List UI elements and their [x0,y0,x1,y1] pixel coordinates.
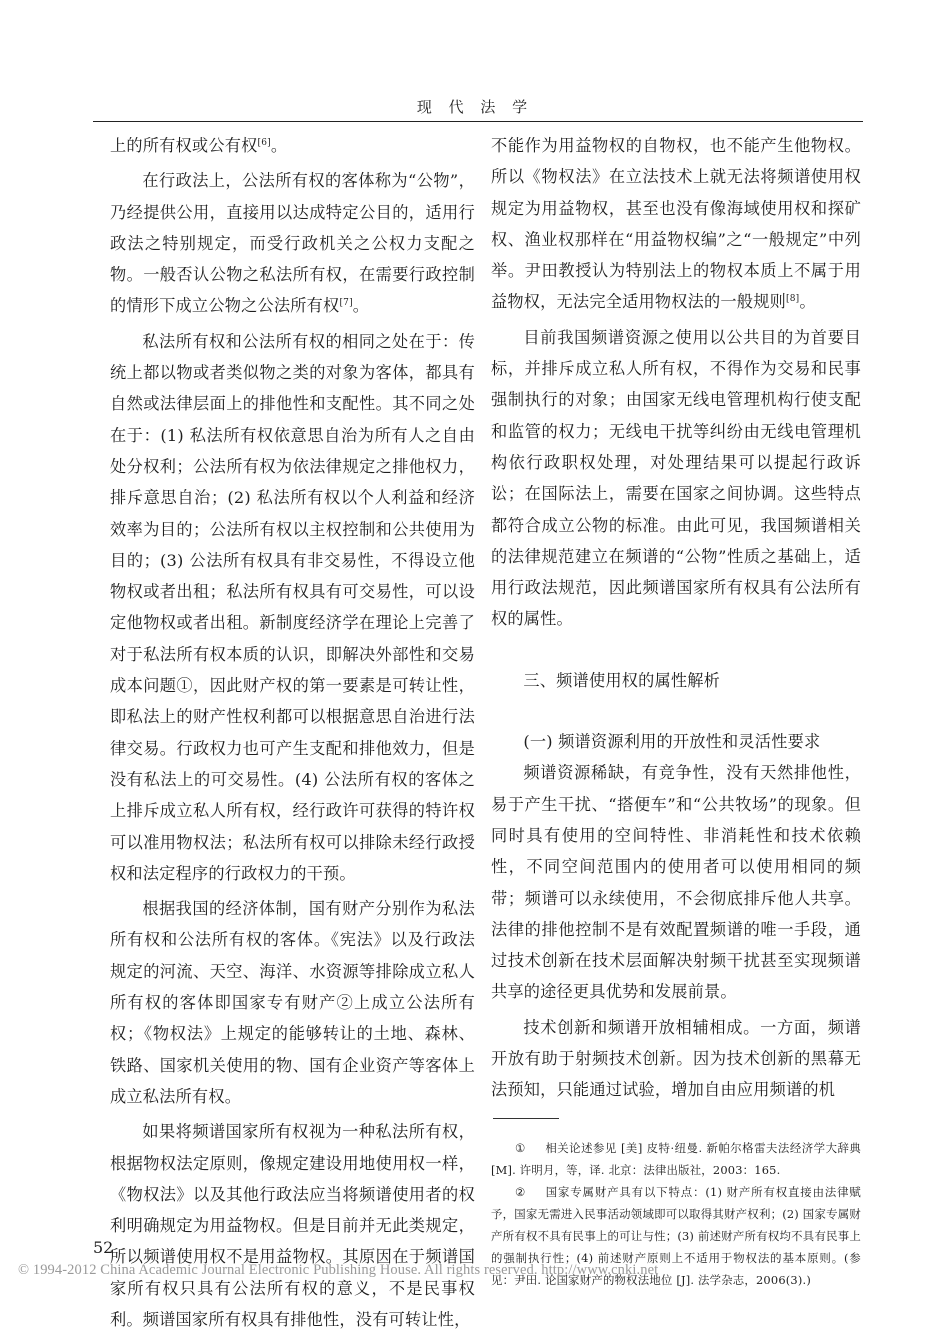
header-rule [93,121,863,122]
paragraph: 如果将频谱国家所有权视为一种私法所有权，根据物权法定原则，像规定建设用地使用权一样，《物权法》以及其他行政法应当将频谱使用者的权利明确规定为用益物权。但是目前并无此类规定，所以频谱使用权不是用益物权。其原因在于频谱国家所有权只具有公法所有权的意义，不是民事权利。频谱国家所有权具有排他性，没有可转让性， [110,1122,475,1329]
section-heading: 三、频谱使用权的属性解析 [523,670,721,690]
footnote-rule [493,1118,559,1119]
footnote-number: ② [515,1184,526,1199]
journal-title: 现 代 法 学 [416,98,534,116]
spacer [491,635,861,665]
paragraph: 技术创新和频谱开放相辅相成。一方面，频谱开放有助于射频技术创新。因为技术创新的黑幕无法预知，只能通过试验，增加自由应用频谱的机 [491,1017,861,1100]
footnote: ② 国家专属财产具有以下特点：(1) 财产所有权直接由法律赋予，国家无需进入民事活动领域即可以取得其财产权利；(2) 国家专属财产所有权不具有民事上的可让与性；(3) 前述财产所有权均不具有民事上的强制执行性；(4) 前述财产原则上不适用于物权法的基本原则。(参见：尹田. 论国家财产的物权法地位 [J]. 法学杂志，2006(3).) [491,1181,861,1291]
paragraph: 根据我国的经济体制，国有财产分别作为私法所有权和公法所有权的客体。《宪法》以及行政法规定的河流、天空、海洋、水资源等排除成立私人所有权的客体即国家专有财产②上成立公法所有权；《物权法》上规定的能够转让的土地、森林、铁路、国家机关使用的物、国有企业资产等客体上成立私法所有权。 [110,899,475,1106]
spacer [491,696,861,726]
footnote: ① 相关论述参见 [美] 皮特·纽曼. 新帕尔格雷夫法经济学大辞典 [M]. 许明月，等，译. 北京：法律出版社，2003：165. [491,1137,861,1181]
paragraph: 私法所有权和公法所有权的相同之处在于：传统上都以物或者类似物之类的对象为客体，都具有自然或法律层面上的排他性和支配性。其不同之处在于：(1) 私法所有权依意思自治为所有人之自由处分权利；公法所有权为依法律规定之排他权力，排斥意思自治；(2) 私法所有权以个人利益和经济效率为目的；公法所有权以主权控制和公共使用为目的；(3) 公法所有权具有非交易性，不得设立他物权或者出租；私法所有权具有可交易性，可以设定他物权或者出租。新制度经济学在理论上完善了对于私法所有权本质的认识，即解决外部性和交易成本问题①，因此财产权的第一要素是可转让性，即私法上的财产性权利都可以根据意思自治进行法律交易。行政权力也可产生支配和排他效力，但是没有私法上的可交易性。(4) 公法所有权的客体之上排斥成立私人所有权，经行政许可获得的特许权可以准用物权法；私法所有权可以排除未经行政授权和法定程序的行政权力的干预。 [110,331,475,883]
page-number: 52 [93,1238,114,1257]
footnote-number: ① [515,1140,526,1155]
paragraph: 不能作为用益物权的自物权，也不能产生他物权。所以《物权法》在立法技术上就无法将频谱使用权规定为用益物权，甚至也没有像海域使用权和探矿权、渔业权那样在“用益物权编”之“一般规定”中列举。尹田教授认为特别法上的物权本质上不属于用益物权，无法完全适用物权法的一般规则[8]。 [491,136,861,312]
subsection-heading: (一) 频谱资源利用的开放性和灵活性要求 [523,732,821,752]
paragraph: 上的所有权或公有权[6]。 [110,136,288,155]
paragraph: 频谱资源稀缺，有竞争性，没有天然排他性，易于产生干扰、“搭便车”和“公共牧场”的现象。但同时具有使用的空间特性、非消耗性和技术依赖性，不同空间范围内的使用者可以使用相同的频带；频谱可以永续使用，不会彻底排斥他人共享。法律的排他控制不是有效配置频谱的唯一手段，通过技术创新在技术层面解决射频干扰甚至实现频谱共享的途径更具优势和发展前景。 [491,763,861,1002]
citation-ref: [7] [339,298,353,309]
paragraph: 目前我国频谱资源之使用以公共目的为首要目标，并排斥成立私人所有权，不得作为交易和民事强制执行的对象；由国家无线电管理机构行使支配和监管的权力；无线电干扰等纠纷由无线电管理机构依行政职权处理，对处理结果可以提起行政诉讼；在国际法上，需要在国家之间协调。这些特点都符合成立公物的标准。由此可见，我国频谱相关的法律规范建立在频谱的“公物”性质之基础上，适用行政法规范，因此频谱国家所有权具有公法所有权的属性。 [491,327,861,629]
citation-ref: [8] [785,294,800,305]
citation-ref: [6] [257,138,271,148]
copyright-footer: © 1994-2012 China Academic Journal Electronic Publishing House. All rights reserved. http://www.cnki.net [18,1262,659,1278]
left-column [110,130,475,1335]
right-column [491,130,861,1291]
paragraph: 在行政法上，公法所有权的客体称为“公物”，乃经提供公用，直接用以达成特定公目的，适用行政法之特别规定，而受行政机关之公权力支配之物。一般否认公物之私法所有权，在需要行政控制的情形下成立公物之公法所有权[7]。 [110,171,475,316]
